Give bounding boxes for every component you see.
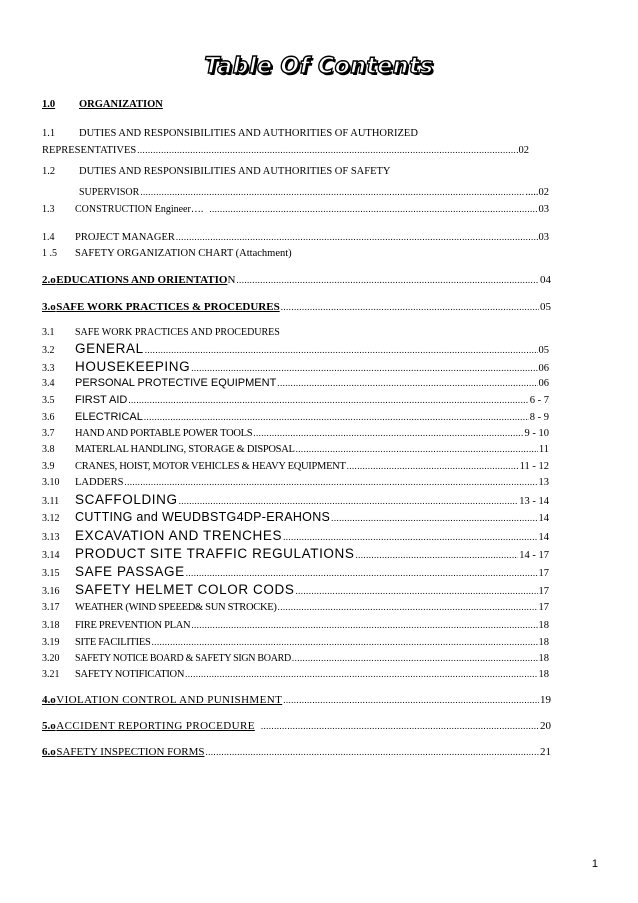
leader-dots (140, 187, 524, 197)
toc-item-3-11[interactable] (42, 492, 549, 507)
toc-item-3-3[interactable] (42, 359, 549, 374)
toc-item-3-2[interactable] (42, 341, 549, 356)
item-label: FIRE PREVENTION PLAN (75, 620, 191, 631)
section-number: 5.o (42, 720, 56, 732)
page-ref: 6 - 7 (529, 395, 549, 406)
section-label: VIOLATION CONTROL AND PUNISHMENT (56, 694, 283, 706)
page-ref: 20 (540, 720, 551, 732)
item-number: 1.2 (42, 166, 56, 177)
toc-item-3-15[interactable] (42, 564, 549, 579)
toc-item-3-9[interactable] (42, 461, 549, 472)
page-ref: 9 - 10 (524, 428, 549, 439)
item-number: 3.3 (42, 363, 55, 374)
toc-section-inspection[interactable] (42, 746, 551, 758)
item-number: 3.8 (42, 444, 55, 455)
toc-item-3-12[interactable] (42, 510, 549, 524)
page-ref: 17 (538, 586, 549, 597)
item-label-continued: SUPERVISOR (79, 187, 140, 198)
item-number: 3.21 (42, 669, 60, 680)
page-ref: 11 - 12 (519, 461, 549, 472)
item-number: 3.10 (42, 477, 60, 488)
item-number: 1.1 (42, 128, 56, 139)
leader-dots (144, 412, 529, 422)
toc-section-violation[interactable] (42, 694, 551, 706)
leader-dots (278, 602, 538, 612)
item-number: 3.15 (42, 568, 60, 579)
toc-item-3-18[interactable] (42, 620, 549, 631)
item-label: CUTTING and WEUDBSTG4DP-ERAHONS (75, 510, 331, 524)
page-ref: 17 (538, 568, 549, 579)
page-ref: 19 (540, 694, 551, 706)
item-number: 3.12 (42, 513, 60, 524)
page-number: 1 (591, 858, 598, 870)
leader-dots (185, 669, 537, 679)
leader-dots (191, 620, 537, 630)
item-number: 3.16 (42, 586, 60, 597)
toc-item-1-5[interactable] (42, 248, 549, 259)
toc-item-3-13[interactable] (42, 528, 549, 543)
item-label: FIRST AID (75, 394, 128, 406)
toc-item-3-8[interactable] (42, 444, 549, 455)
item-label-continued: REPRESENTATIVES (42, 145, 137, 156)
toc-item-3-20[interactable] (42, 653, 549, 664)
toc-item-3-5[interactable] (42, 394, 549, 406)
item-label: WEATHER (WIND SPEEED& SUN STROCKE) (75, 602, 277, 613)
toc-section-education[interactable] (42, 274, 551, 286)
item-label: EXCAVATION AND TRENCHES (75, 528, 283, 543)
leader-dots (355, 550, 518, 560)
section-number: 6.o (42, 746, 56, 758)
page-ref: 03 (538, 204, 549, 215)
toc-item-3-7[interactable] (42, 428, 549, 439)
page-ref: 03 (538, 232, 549, 243)
item-number: 3.11 (42, 496, 60, 507)
item-label: CRANES, HOIST, MOTOR VEHICLES & HEAVY EQUIPMENT (75, 461, 346, 472)
section-number: 3.o (42, 301, 56, 313)
section-label: SAFETY INSPECTION FORMS (56, 746, 205, 758)
item-number: 3.14 (42, 550, 60, 561)
leader-dots (205, 747, 539, 757)
leader-dots (261, 721, 539, 731)
leader-dots (283, 532, 537, 542)
page-ref: 14 (538, 532, 549, 543)
toc-item-3-4[interactable] (42, 377, 549, 389)
toc-item-3-17[interactable] (42, 602, 549, 613)
item-label: SAFETY NOTICE BOARD & SAFETY SIGN BOARD (75, 653, 291, 664)
toc-section-safe-work[interactable] (42, 301, 551, 313)
leader-dots (186, 568, 538, 578)
section-number: 1.0 (42, 99, 56, 110)
toc-section-accident[interactable] (42, 720, 551, 732)
item-label: HOUSEKEEPING (75, 359, 191, 374)
leader-dots (124, 477, 537, 487)
leader-dots (277, 378, 537, 388)
item-label: SAFETY ORGANIZATION CHART (Attachment) (75, 248, 292, 259)
item-number: 3.9 (42, 461, 55, 472)
item-number: 3.4 (42, 378, 55, 389)
item-label: HAND AND PORTABLE POWER TOOLS (75, 428, 253, 439)
item-number: 3.17 (42, 602, 60, 613)
toc-section-organization[interactable] (42, 99, 549, 110)
item-number: 3.13 (42, 532, 60, 543)
item-label: MATERLAL HANDLING, STORAGE & DISPOSAL (75, 444, 295, 455)
item-label: PERSONAL PROTECTIVE EQUIPMENT (75, 377, 277, 389)
leader-dots (176, 232, 538, 242)
page-ref: 02 (518, 145, 529, 156)
section-label: SAFE WORK PRACTICES & PROCEDURES (56, 301, 280, 313)
page-ref: 21 (540, 746, 551, 758)
leader-dots (145, 345, 538, 355)
toc-item-3-14[interactable] (42, 546, 549, 561)
page-ref: 18 (538, 620, 549, 631)
item-label: SAFETY NOTIFICATION (75, 669, 185, 680)
item-label: ELECTRICAL (75, 411, 143, 423)
leader-dots (137, 145, 517, 155)
item-label: LADDERS (75, 477, 124, 488)
page-ref: 14 (538, 513, 549, 524)
leader-dots (191, 363, 537, 373)
toc-item-1-1-line1[interactable] (42, 128, 418, 139)
page-ref: 17 (538, 602, 549, 613)
item-number: 3.20 (42, 653, 60, 664)
item-label: SAFE PASSAGE (75, 564, 185, 579)
item-label: SAFETY HELMET COLOR CODS (75, 582, 295, 597)
item-label: GENERAL (75, 341, 144, 356)
leader-dots (236, 275, 539, 285)
page-ref: 8 - 9 (529, 412, 549, 423)
page-ref: 18 (538, 669, 549, 680)
leader-dots (292, 653, 538, 663)
item-label: PRODUCT SITE TRAFFIC REGULATIONS (75, 546, 355, 561)
item-number: 3.2 (42, 345, 55, 356)
page-ref: 06 (538, 363, 549, 374)
leader-dots (152, 637, 538, 647)
item-label: SITE FACILITIES (75, 637, 151, 648)
page-ref: 13 (538, 477, 549, 488)
leader-dots (281, 302, 539, 312)
page-title: Table Of Contents (204, 54, 434, 79)
leader-dots (209, 204, 537, 214)
toc-item-3-19[interactable] (42, 637, 549, 648)
toc-item-1-2-line2[interactable] (79, 187, 549, 198)
section-number: 4.o (42, 694, 56, 706)
item-number: 3.18 (42, 620, 60, 631)
toc-item-3-1[interactable] (42, 327, 549, 338)
section-number: 2.o (42, 274, 56, 286)
toc-item-3-10[interactable] (42, 477, 549, 488)
item-number: 3.5 (42, 395, 55, 406)
page-ref: 05 (538, 345, 549, 356)
leader-dots (296, 444, 538, 454)
section-label: ORGANIZATION (79, 99, 163, 110)
leader-dots (253, 428, 523, 438)
toc-item-3-21[interactable] (42, 669, 549, 680)
page-ref: 14 - 17 (519, 550, 549, 561)
section-label: EDUCATIONS AND ORIENTATIO (56, 274, 228, 286)
page-ref: 13 - 14 (519, 496, 549, 507)
toc-item-3-16[interactable] (42, 582, 549, 597)
section-label-tail: N (227, 274, 236, 286)
section-label: ACCIDENT REPORTING PROCEDURE (56, 720, 255, 732)
item-number: 1.3 (42, 204, 55, 215)
page-ref: 18 (538, 637, 549, 648)
page-ref: 11 (538, 444, 549, 455)
page-ref: 05 (540, 301, 551, 313)
leader-dots (347, 461, 519, 471)
leader-dots (128, 395, 528, 405)
leader-dots (295, 586, 537, 596)
item-number: 1 .5 (42, 248, 57, 259)
item-number: 1.4 (42, 232, 55, 243)
page-ref: 04 (540, 274, 551, 286)
item-number: 3.7 (42, 428, 55, 439)
item-label: DUTIES AND RESPONSIBILITIES AND AUTHORITIES OF AUTHORIZED (79, 128, 418, 139)
leader-dots (331, 513, 537, 523)
item-number: 3.1 (42, 327, 55, 338)
toc-item-1-2-line1[interactable] (42, 166, 391, 177)
item-number: 3.6 (42, 412, 55, 423)
page-ref: 06 (538, 378, 549, 389)
toc-item-1-1-line2[interactable] (42, 145, 529, 156)
item-label: PROJECT MANAGER (75, 232, 175, 243)
toc-item-1-4[interactable] (42, 232, 549, 243)
item-label: CONSTRUCTION Engineer…. (75, 204, 204, 215)
page-ref: .....02 (525, 187, 549, 198)
page-ref: 18 (538, 653, 549, 664)
toc-item-3-6[interactable] (42, 411, 549, 423)
leader-dots (179, 496, 519, 506)
item-label: DUTIES AND RESPONSIBILITIES AND AUTHORITIES OF SAFETY (79, 166, 391, 177)
item-label: SAFE WORK PRACTICES AND PROCEDURES (75, 327, 280, 338)
item-label: SCAFFOLDING (75, 492, 178, 507)
item-number: 3.19 (42, 637, 60, 648)
toc-item-1-3[interactable] (42, 204, 549, 215)
leader-dots (283, 695, 539, 705)
